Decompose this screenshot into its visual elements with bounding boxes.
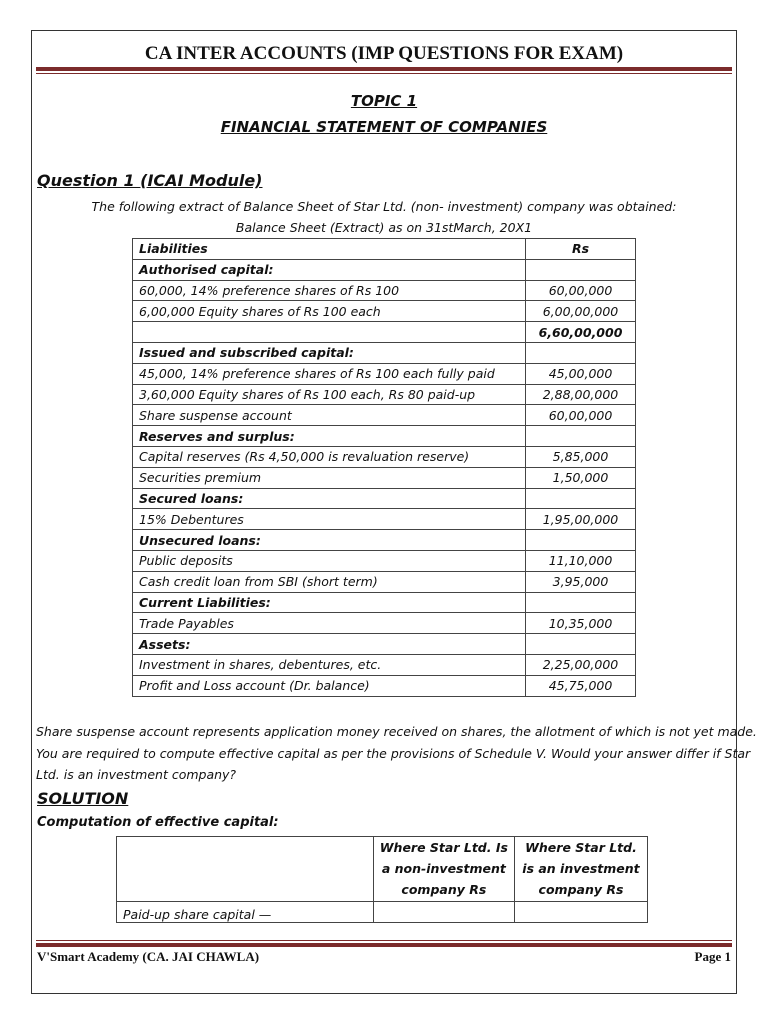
- row-amount: [526, 342, 636, 363]
- row-amount: 6,00,00,000: [526, 301, 636, 322]
- note-line-3: Ltd. is an investment company?: [36, 767, 237, 782]
- footer-left: V'Smart Academy (CA. JAI CHAWLA): [37, 949, 260, 964]
- row-amount: 6,60,00,000: [526, 322, 636, 343]
- row-label: 6,00,000 Equity shares of Rs 100 each: [133, 301, 526, 322]
- question-title: Question 1 (ICAI Module): [37, 171, 263, 190]
- row-label: Investment in shares, debentures, etc.: [133, 654, 526, 675]
- table-header-row: [133, 239, 636, 260]
- table-row: [133, 322, 636, 343]
- row-amount: 45,75,000: [526, 675, 636, 696]
- footer-page-number: Page 1: [694, 949, 731, 964]
- row-label: 3,60,000 Equity shares of Rs 100 each, Rs 80 paid-up: [133, 384, 526, 405]
- solution-heading: SOLUTION: [37, 789, 129, 808]
- note-line-2: You are required to compute effective capital as per the provisions of Schedule V. Would your answer differ if Star: [36, 746, 751, 761]
- table-row: [133, 530, 636, 551]
- table-row: [133, 259, 636, 280]
- footer-rule: [36, 943, 732, 947]
- col-header-liabilities: Liabilities: [133, 239, 526, 260]
- row-label: Unsecured loans:: [133, 530, 526, 551]
- row-label: Secured loans:: [133, 488, 526, 509]
- table-row: [133, 363, 636, 384]
- table-caption: Balance Sheet (Extract) as on 31stMarch, 20X1: [235, 220, 533, 235]
- row-amount: 3,95,000: [526, 571, 636, 592]
- row-amount: 60,00,000: [526, 280, 636, 301]
- row-label: Capital reserves (Rs 4,50,000 is revaluation reserve): [133, 446, 526, 467]
- question-intro: The following extract of Balance Sheet of Star Ltd. (non- investment) company was obtained:: [91, 199, 677, 214]
- note-line-1: Share suspense account represents application money received on shares, the allotment of which is not yet made.: [36, 724, 757, 739]
- table-row: [133, 675, 636, 696]
- solution-subheading: Computation of effective capital:: [37, 815, 279, 830]
- row-label: Assets:: [133, 634, 526, 655]
- table-row: [133, 613, 636, 634]
- effective-capital-table: [116, 836, 648, 923]
- table-row: [133, 280, 636, 301]
- table-row: [133, 446, 636, 467]
- row-label: Paid-up share capital —: [117, 902, 374, 923]
- row-value-non-investment: [373, 902, 514, 923]
- row-label: [133, 322, 526, 343]
- row-amount: 1,50,000: [526, 467, 636, 488]
- footer-rule-thin: [36, 940, 732, 941]
- row-amount: 2,25,00,000: [526, 654, 636, 675]
- table-row: [133, 509, 636, 530]
- topic-name: FINANCIAL STATEMENT OF COMPANIES: [220, 118, 548, 136]
- row-label: Authorised capital:: [133, 259, 526, 280]
- col-header-blank: [117, 837, 374, 902]
- row-label: Securities premium: [133, 467, 526, 488]
- table-row: [133, 634, 636, 655]
- row-amount: 11,10,000: [526, 550, 636, 571]
- row-label: Profit and Loss account (Dr. balance): [133, 675, 526, 696]
- table-header-row: [117, 837, 648, 902]
- header-title: CA INTER ACCOUNTS (IMP QUESTIONS FOR EXAM): [144, 43, 624, 64]
- header-rule-thin: [36, 73, 732, 74]
- row-amount: [526, 530, 636, 551]
- row-amount: [526, 634, 636, 655]
- table-row: [133, 405, 636, 426]
- row-amount: 5,85,000: [526, 446, 636, 467]
- row-label: Public deposits: [133, 550, 526, 571]
- col-header-investment: Where Star Ltd. is an investment company Rs: [514, 837, 647, 902]
- table-row: [133, 426, 636, 447]
- row-label: 15% Debentures: [133, 509, 526, 530]
- row-amount: [526, 488, 636, 509]
- balance-sheet-table: [132, 238, 636, 697]
- table-row: [133, 467, 636, 488]
- table-row: [133, 654, 636, 675]
- row-label: Trade Payables: [133, 613, 526, 634]
- row-label: Current Liabilities:: [133, 592, 526, 613]
- row-label: Cash credit loan from SBI (short term): [133, 571, 526, 592]
- table-row: [133, 488, 636, 509]
- row-label: Reserves and surplus:: [133, 426, 526, 447]
- table-row: [133, 571, 636, 592]
- row-label: 45,000, 14% preference shares of Rs 100 each fully paid: [133, 363, 526, 384]
- row-amount: [526, 426, 636, 447]
- row-amount: 10,35,000: [526, 613, 636, 634]
- table-row: [133, 592, 636, 613]
- col-header-rs: Rs: [526, 239, 636, 260]
- table-row: [133, 384, 636, 405]
- row-amount: [526, 259, 636, 280]
- row-amount: 2,88,00,000: [526, 384, 636, 405]
- row-amount: [526, 592, 636, 613]
- table-row: [133, 342, 636, 363]
- row-label: Issued and subscribed capital:: [133, 342, 526, 363]
- topic-number: TOPIC 1: [350, 92, 418, 110]
- row-label: Share suspense account: [133, 405, 526, 426]
- row-amount: 45,00,000: [526, 363, 636, 384]
- header-rule: [36, 67, 732, 71]
- table-row: [133, 550, 636, 571]
- col-header-non-investment: Where Star Ltd. Is a non-investment company Rs: [373, 837, 514, 902]
- table-row: [117, 902, 648, 923]
- row-value-investment: [514, 902, 647, 923]
- table-row: [133, 301, 636, 322]
- row-label: 60,000, 14% preference shares of Rs 100: [133, 280, 526, 301]
- row-amount: 1,95,00,000: [526, 509, 636, 530]
- row-amount: 60,00,000: [526, 405, 636, 426]
